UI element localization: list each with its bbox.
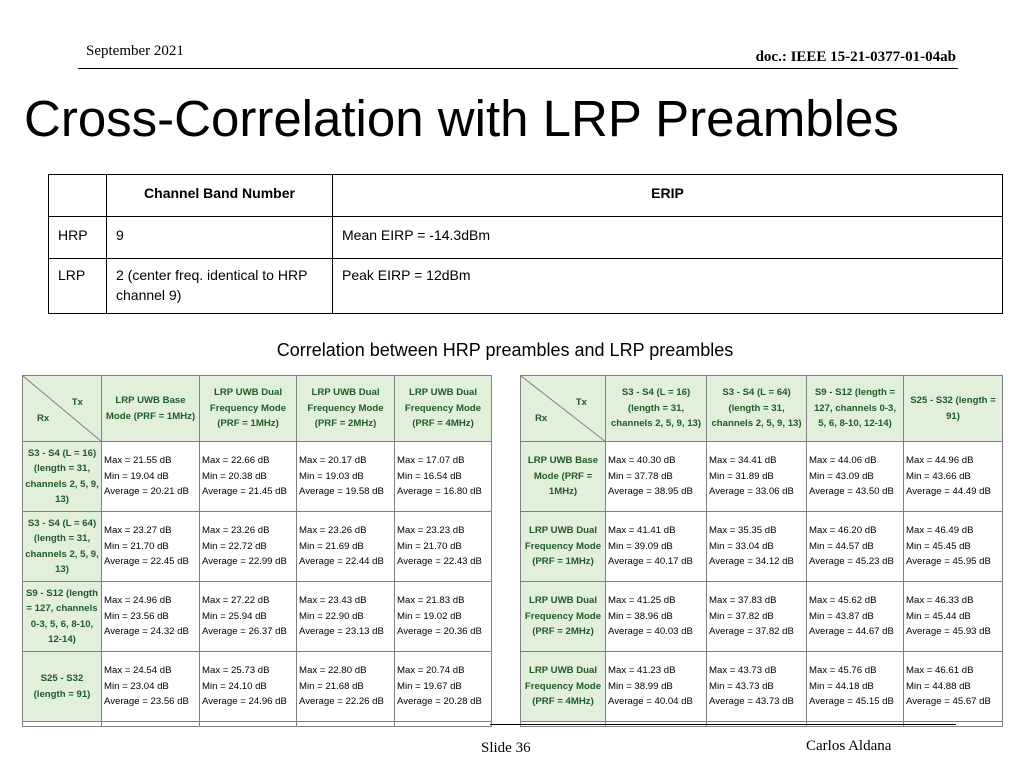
correlation-cell — [807, 512, 904, 582]
table-row — [521, 652, 1003, 722]
min-value: Min = 37.82 dB — [709, 610, 774, 622]
channel-erip-table — [48, 174, 1003, 314]
average-value: Average = 26.37 dB — [202, 626, 287, 638]
table-footer-row — [23, 722, 492, 727]
max-value: Max = 24.54 dB — [104, 665, 172, 677]
table-row — [23, 582, 492, 652]
max-value: Max = 23.23 dB — [397, 525, 465, 537]
average-value: Average = 43.50 dB — [809, 486, 894, 498]
column-header: LRP UWB Base Mode (PRF = 1MHz) — [102, 376, 200, 442]
corr-header-row — [23, 376, 492, 442]
table-row — [49, 259, 1003, 314]
average-value: Average = 22.43 dB — [397, 556, 482, 568]
max-value: Max = 46.33 dB — [906, 595, 974, 607]
empty-cell — [297, 722, 395, 727]
author-name: Carlos Aldana — [806, 738, 892, 754]
corr-header-row — [521, 376, 1003, 442]
max-value: Max = 22.80 dB — [299, 665, 367, 677]
average-value: Average = 44.67 dB — [809, 626, 894, 638]
average-value: Average = 20.21 dB — [104, 486, 189, 498]
correlation-cell — [606, 652, 707, 722]
average-value: Average = 45.67 dB — [906, 696, 991, 708]
empty-cell — [200, 722, 297, 727]
min-value: Min = 31.89 dB — [709, 470, 774, 482]
correlation-cell — [102, 582, 200, 652]
min-value: Min = 43.09 dB — [809, 470, 874, 482]
hrp-rx-correlation-table — [22, 375, 492, 727]
slide-number: Slide 36 — [481, 740, 531, 756]
max-value: Max = 43.73 dB — [709, 665, 777, 677]
average-value: Average = 45.23 dB — [809, 556, 894, 568]
correlation-cell — [102, 442, 200, 512]
table-row — [521, 442, 1003, 512]
average-value: Average = 22.44 dB — [299, 556, 384, 568]
header-date: September 2021 — [86, 43, 184, 59]
table-cell: Peak EIRP = 12dBm — [333, 259, 1003, 314]
average-value: Average = 22.45 dB — [104, 556, 189, 568]
correlation-cell — [395, 512, 492, 582]
average-value: Average = 45.15 dB — [809, 696, 894, 708]
header-cell: ERIP — [333, 175, 1003, 217]
row-header: S3 - S4 (L = 64) (length = 31, channels 2, 5, 9, 13) — [23, 512, 102, 582]
average-value: Average = 16.80 dB — [397, 486, 482, 498]
row-header: LRP UWB Dual Frequency Mode (PRF = 1MHz) — [521, 512, 606, 582]
row-header: S9 - S12 (length = 127, channels 0-3, 5, 6, 8-10, 12-14) — [23, 582, 102, 652]
max-value: Max = 23.26 dB — [299, 525, 367, 537]
max-value: Max = 41.23 dB — [608, 665, 676, 677]
correlation-cell — [707, 652, 807, 722]
correlation-cell — [200, 512, 297, 582]
min-value: Min = 22.90 dB — [299, 610, 364, 622]
rx-label: Rx — [37, 413, 50, 424]
correlation-cell — [395, 442, 492, 512]
max-value: Max = 20.74 dB — [397, 665, 465, 677]
correlation-cell — [807, 582, 904, 652]
max-value: Max = 35.35 dB — [709, 525, 777, 537]
correlation-cell — [200, 582, 297, 652]
average-value: Average = 23.13 dB — [299, 626, 384, 638]
average-value: Average = 22.99 dB — [202, 556, 287, 568]
empty-cell — [395, 722, 492, 727]
table-cell: 9 — [107, 217, 333, 259]
correlation-cell — [904, 442, 1003, 512]
correlation-cell — [395, 652, 492, 722]
average-value: Average = 21.45 dB — [202, 486, 287, 498]
max-value: Max = 34.41 dB — [709, 455, 777, 467]
footer-divider — [490, 724, 956, 725]
min-value: Min = 21.70 dB — [104, 540, 169, 552]
row-header: S25 - S32 (length = 91) — [23, 652, 102, 722]
max-value: Max = 21.83 dB — [397, 595, 465, 607]
max-value: Max = 40.30 dB — [608, 455, 676, 467]
average-value: Average = 40.03 dB — [608, 626, 693, 638]
max-value: Max = 23.26 dB — [202, 525, 270, 537]
table-row — [23, 512, 492, 582]
average-value: Average = 45.95 dB — [906, 556, 991, 568]
min-value: Min = 19.67 dB — [397, 680, 462, 692]
min-value: Min = 33.04 dB — [709, 540, 774, 552]
correlation-cell — [606, 582, 707, 652]
lrp-rx-correlation-table — [520, 375, 1003, 727]
table-row — [521, 582, 1003, 652]
min-value: Min = 45.45 dB — [906, 540, 971, 552]
min-value: Min = 19.04 dB — [104, 470, 169, 482]
correlation-cell — [200, 442, 297, 512]
column-header: S25 - S32 (length = 91) — [904, 376, 1003, 442]
table-cell: LRP — [49, 259, 107, 314]
max-value: Max = 45.76 dB — [809, 665, 877, 677]
diagonal-divider — [521, 376, 606, 442]
average-value: Average = 24.32 dB — [104, 626, 189, 638]
column-header: LRP UWB Dual Frequency Mode (PRF = 4MHz) — [395, 376, 492, 442]
min-value: Min = 38.99 dB — [608, 680, 673, 692]
table-row — [49, 217, 1003, 259]
max-value: Max = 44.06 dB — [809, 455, 877, 467]
min-value: Min = 44.88 dB — [906, 680, 971, 692]
min-value: Min = 23.56 dB — [104, 610, 169, 622]
header-doc-id: doc.: IEEE 15-21-0377-01-04ab — [755, 49, 956, 65]
min-value: Min = 22.72 dB — [202, 540, 267, 552]
slide-title: Cross-Correlation with LRP Preambles — [24, 90, 899, 147]
table-row — [521, 512, 1003, 582]
column-header: LRP UWB Dual Frequency Mode (PRF = 1MHz) — [200, 376, 297, 442]
correlation-cell — [297, 652, 395, 722]
row-header: S3 - S4 (L = 16) (length = 31, channels 2, 5, 9, 13) — [23, 442, 102, 512]
column-header: S3 - S4 (L = 16) (length = 31, channels 2, 5, 9, 13) — [606, 376, 707, 442]
average-value: Average = 38.95 dB — [608, 486, 693, 498]
correlation-cell — [807, 652, 904, 722]
average-value: Average = 34.12 dB — [709, 556, 794, 568]
min-value: Min = 39.09 dB — [608, 540, 673, 552]
table-cell: HRP — [49, 217, 107, 259]
average-value: Average = 24.96 dB — [202, 696, 287, 708]
correlation-cell — [102, 512, 200, 582]
row-header: LRP UWB Base Mode (PRF = 1MHz) — [521, 442, 606, 512]
min-value: Min = 38.96 dB — [608, 610, 673, 622]
table-cell: Mean EIRP = -14.3dBm — [333, 217, 1003, 259]
header-cell: Channel Band Number — [107, 175, 333, 217]
tx-rx-corner — [521, 376, 606, 442]
max-value: Max = 25.73 dB — [202, 665, 270, 677]
max-value: Max = 23.27 dB — [104, 525, 172, 537]
min-value: Min = 44.57 dB — [809, 540, 874, 552]
correlation-cell — [395, 582, 492, 652]
average-value: Average = 40.04 dB — [608, 696, 693, 708]
correlation-cell — [807, 442, 904, 512]
correlation-cell — [707, 582, 807, 652]
column-header: S9 - S12 (length = 127, channels 0-3, 5, 6, 8-10, 12-14) — [807, 376, 904, 442]
table-cell: 2 (center freq. identical to HRP channel 9) — [107, 259, 333, 314]
average-value: Average = 19.58 dB — [299, 486, 384, 498]
average-value: Average = 20.28 dB — [397, 696, 482, 708]
table-row — [23, 442, 492, 512]
max-value: Max = 45.62 dB — [809, 595, 877, 607]
max-value: Max = 23.43 dB — [299, 595, 367, 607]
min-value: Min = 16.54 dB — [397, 470, 462, 482]
min-value: Min = 25.94 dB — [202, 610, 267, 622]
correlation-cell — [904, 582, 1003, 652]
average-value: Average = 45.93 dB — [906, 626, 991, 638]
max-value: Max = 41.25 dB — [608, 595, 676, 607]
min-value: Min = 43.87 dB — [809, 610, 874, 622]
correlation-cell — [606, 442, 707, 512]
table-header-row — [49, 175, 1003, 217]
min-value: Min = 21.68 dB — [299, 680, 364, 692]
row-header: LRP UWB Dual Frequency Mode (PRF = 2MHz) — [521, 582, 606, 652]
max-value: Max = 27.22 dB — [202, 595, 270, 607]
tx-label: Tx — [575, 397, 587, 408]
average-value: Average = 22.26 dB — [299, 696, 384, 708]
min-value: Min = 20.38 dB — [202, 470, 267, 482]
correlation-cell — [904, 512, 1003, 582]
correlation-cell — [297, 512, 395, 582]
min-value: Min = 43.66 dB — [906, 470, 971, 482]
correlation-cell — [297, 442, 395, 512]
column-header: S3 - S4 (L = 64) (length = 31, channels 2, 5, 9, 13) — [707, 376, 807, 442]
max-value: Max = 46.61 dB — [906, 665, 974, 677]
min-value: Min = 24.10 dB — [202, 680, 267, 692]
empty-cell — [23, 722, 102, 727]
max-value: Max = 21.55 dB — [104, 455, 172, 467]
average-value: Average = 43.73 dB — [709, 696, 794, 708]
correlation-cell — [200, 652, 297, 722]
column-header: LRP UWB Dual Frequency Mode (PRF = 2MHz) — [297, 376, 395, 442]
row-header: LRP UWB Dual Frequency Mode (PRF = 4MHz) — [521, 652, 606, 722]
min-value: Min = 45.44 dB — [906, 610, 971, 622]
min-value: Min = 21.70 dB — [397, 540, 462, 552]
correlation-cell — [102, 652, 200, 722]
table-row — [23, 652, 492, 722]
max-value: Max = 46.49 dB — [906, 525, 974, 537]
rx-label: Rx — [535, 413, 548, 424]
average-value: Average = 20.36 dB — [397, 626, 482, 638]
min-value: Min = 19.03 dB — [299, 470, 364, 482]
max-value: Max = 20.17 dB — [299, 455, 367, 467]
average-value: Average = 33.06 dB — [709, 486, 794, 498]
diagonal-divider — [23, 376, 102, 442]
correlation-cell — [707, 442, 807, 512]
max-value: Max = 44.96 dB — [906, 455, 974, 467]
correlation-cell — [297, 582, 395, 652]
max-value: Max = 41.41 dB — [608, 525, 676, 537]
min-value: Min = 19.02 dB — [397, 610, 462, 622]
max-value: Max = 24.96 dB — [104, 595, 172, 607]
max-value: Max = 37.83 dB — [709, 595, 777, 607]
min-value: Min = 44.18 dB — [809, 680, 874, 692]
average-value: Average = 37.82 dB — [709, 626, 794, 638]
header-cell — [49, 175, 107, 217]
min-value: Min = 21.69 dB — [299, 540, 364, 552]
max-value: Max = 46.20 dB — [809, 525, 877, 537]
min-value: Min = 37.78 dB — [608, 470, 673, 482]
min-value: Min = 23.04 dB — [104, 680, 169, 692]
correlation-cell — [904, 652, 1003, 722]
tx-label: Tx — [71, 397, 83, 408]
header-divider — [78, 68, 958, 69]
empty-cell — [102, 722, 200, 727]
tx-rx-corner — [23, 376, 102, 442]
average-value: Average = 44.49 dB — [906, 486, 991, 498]
correlation-caption: Correlation between HRP preambles and LRP preambles — [276, 340, 734, 360]
min-value: Min = 43.73 dB — [709, 680, 774, 692]
correlation-cell — [707, 512, 807, 582]
max-value: Max = 22.66 dB — [202, 455, 270, 467]
average-value: Average = 23.56 dB — [104, 696, 189, 708]
correlation-cell — [606, 512, 707, 582]
average-value: Average = 40.17 dB — [608, 556, 693, 568]
max-value: Max = 17.07 dB — [397, 455, 465, 467]
